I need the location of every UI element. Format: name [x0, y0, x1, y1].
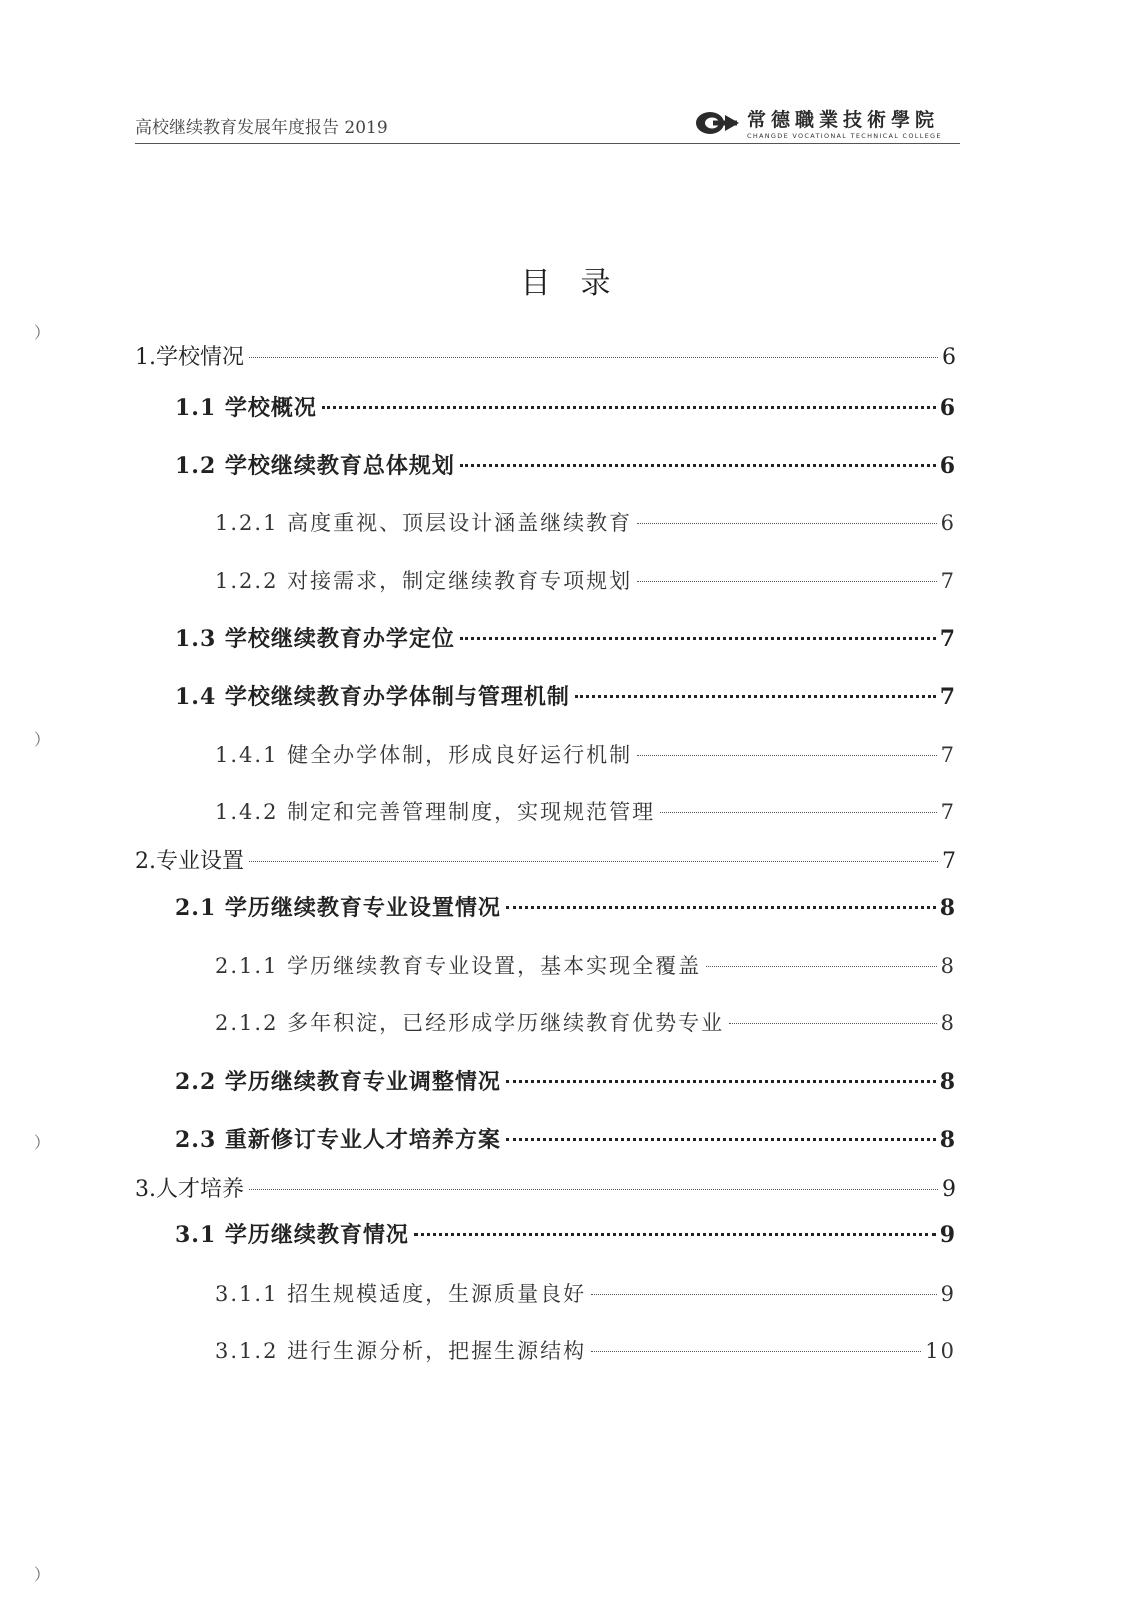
- toc-entry-label: 3.人才培养: [135, 1177, 244, 1202]
- toc-entry[interactable]: [215, 1334, 956, 1368]
- toc-entry-page: 10: [925, 1339, 956, 1363]
- margin-mark: ）: [34, 730, 51, 749]
- toc-entry-page: 7: [940, 569, 956, 593]
- dot-leader: [506, 1080, 936, 1083]
- toc-entry-label: 2.3 重新修订专业人才培养方案: [175, 1127, 501, 1153]
- toc-heading: 目录: [520, 266, 641, 301]
- toc-entry[interactable]: [175, 891, 956, 925]
- toc-entry-page: 8: [939, 895, 956, 921]
- toc-entry[interactable]: [175, 391, 956, 425]
- toc-entry-label: 3.1.2 进行生源分析，把握生源结构: [215, 1339, 587, 1363]
- toc-entry[interactable]: [175, 1065, 956, 1099]
- toc-entry[interactable]: [215, 1277, 956, 1311]
- toc-entry-page: 8: [939, 1127, 956, 1153]
- dot-leader: [637, 581, 937, 582]
- toc-entry[interactable]: [215, 738, 956, 772]
- toc-entry[interactable]: [135, 845, 956, 879]
- toc-entry-page: 8: [939, 1069, 956, 1095]
- toc-entry-page: 8: [940, 1011, 956, 1035]
- dot-leader: [322, 406, 936, 409]
- toc-entry-label: 2.1.1 学历继续教育专业设置，基本实现全覆盖: [215, 954, 702, 978]
- margin-mark: ）: [34, 1565, 51, 1584]
- dot-leader: [506, 1138, 936, 1141]
- toc-entry-label: 1.学校情况: [135, 345, 244, 370]
- toc-entry-page: 9: [942, 1177, 956, 1202]
- toc-entry-page: 6: [942, 345, 956, 370]
- toc-entry-label: 1.4.1 健全办学体制，形成良好运行机制: [215, 743, 633, 767]
- toc-entry-page: 7: [939, 626, 956, 652]
- toc-entry-page: 7: [940, 743, 956, 767]
- dot-leader: [637, 523, 937, 524]
- college-name-chinese: 常德職業技術學院: [747, 109, 940, 131]
- margin-mark: ）: [34, 323, 51, 342]
- toc-entry[interactable]: [135, 341, 956, 375]
- dot-leader: [249, 357, 938, 358]
- toc-entry-page: 7: [939, 684, 956, 710]
- dot-leader: [591, 1294, 937, 1295]
- toc-entry[interactable]: [175, 680, 956, 714]
- toc-entry[interactable]: [175, 622, 956, 656]
- toc-entry[interactable]: [215, 564, 956, 598]
- toc-entry[interactable]: [215, 949, 956, 983]
- toc-entry[interactable]: [175, 1218, 956, 1252]
- toc-entry-label: 1.2.1 高度重视、顶层设计涵盖继续教育: [215, 511, 633, 535]
- dot-leader: [660, 812, 937, 813]
- toc-entry-page: 6: [939, 395, 956, 421]
- toc-entry[interactable]: [175, 449, 956, 483]
- toc-entry-page: 7: [940, 800, 956, 824]
- toc-entry-label: 3.1.1 招生规模适度，生源质量良好: [215, 1282, 587, 1306]
- margin-mark: ）: [34, 1133, 51, 1152]
- toc-entry-label: 2.1 学历继续教育专业设置情况: [175, 895, 501, 921]
- toc-entry[interactable]: [215, 1006, 956, 1040]
- dot-leader: [414, 1233, 936, 1236]
- dot-leader: [729, 1023, 937, 1024]
- dot-leader: [460, 637, 936, 640]
- toc-entry-page: 6: [939, 453, 956, 479]
- dot-leader: [460, 464, 936, 467]
- toc-entry-page: 9: [940, 1282, 956, 1306]
- toc-entry-label: 1.1 学校概况: [175, 395, 317, 421]
- toc-entry-page: 9: [939, 1222, 956, 1248]
- toc-entry-label: 1.2 学校继续教育总体规划: [175, 453, 455, 479]
- report-title: 高校继续教育发展年度报告 2019: [135, 118, 388, 138]
- toc-entry[interactable]: [215, 506, 956, 540]
- toc-entry[interactable]: [175, 1123, 956, 1157]
- toc-entry-label: 2.专业设置: [135, 849, 244, 874]
- dot-leader: [575, 695, 936, 698]
- toc-entry-page: 7: [942, 849, 956, 874]
- toc-entry-label: 2.1.2 多年积淀，已经形成学历继续教育优势专业: [215, 1011, 725, 1035]
- toc-entry-label: 1.2.2 对接需求，制定继续教育专项规划: [215, 569, 633, 593]
- toc-entry-page: 8: [940, 954, 956, 978]
- dot-leader: [591, 1351, 921, 1352]
- dot-leader: [249, 1189, 938, 1190]
- toc-entry-page: 6: [940, 511, 956, 535]
- toc-entry-label: 1.4 学校继续教育办学体制与管理机制: [175, 684, 570, 710]
- dot-leader: [249, 861, 938, 862]
- toc-entry-label: 1.4.2 制定和完善管理制度，实现规范管理: [215, 800, 656, 824]
- dot-leader: [706, 966, 937, 967]
- dot-leader: [637, 755, 937, 756]
- toc-entry[interactable]: [135, 1173, 956, 1207]
- toc-entry[interactable]: [215, 795, 956, 829]
- college-name-english: CHANGDE VOCATIONAL TECHNICAL COLLEGE: [747, 132, 942, 140]
- toc-entry-label: 2.2 学历继续教育专业调整情况: [175, 1069, 501, 1095]
- toc-entry-label: 3.1 学历继续教育情况: [175, 1222, 409, 1248]
- dot-leader: [506, 906, 936, 909]
- toc-entry-label: 1.3 学校继续教育办学定位: [175, 626, 455, 652]
